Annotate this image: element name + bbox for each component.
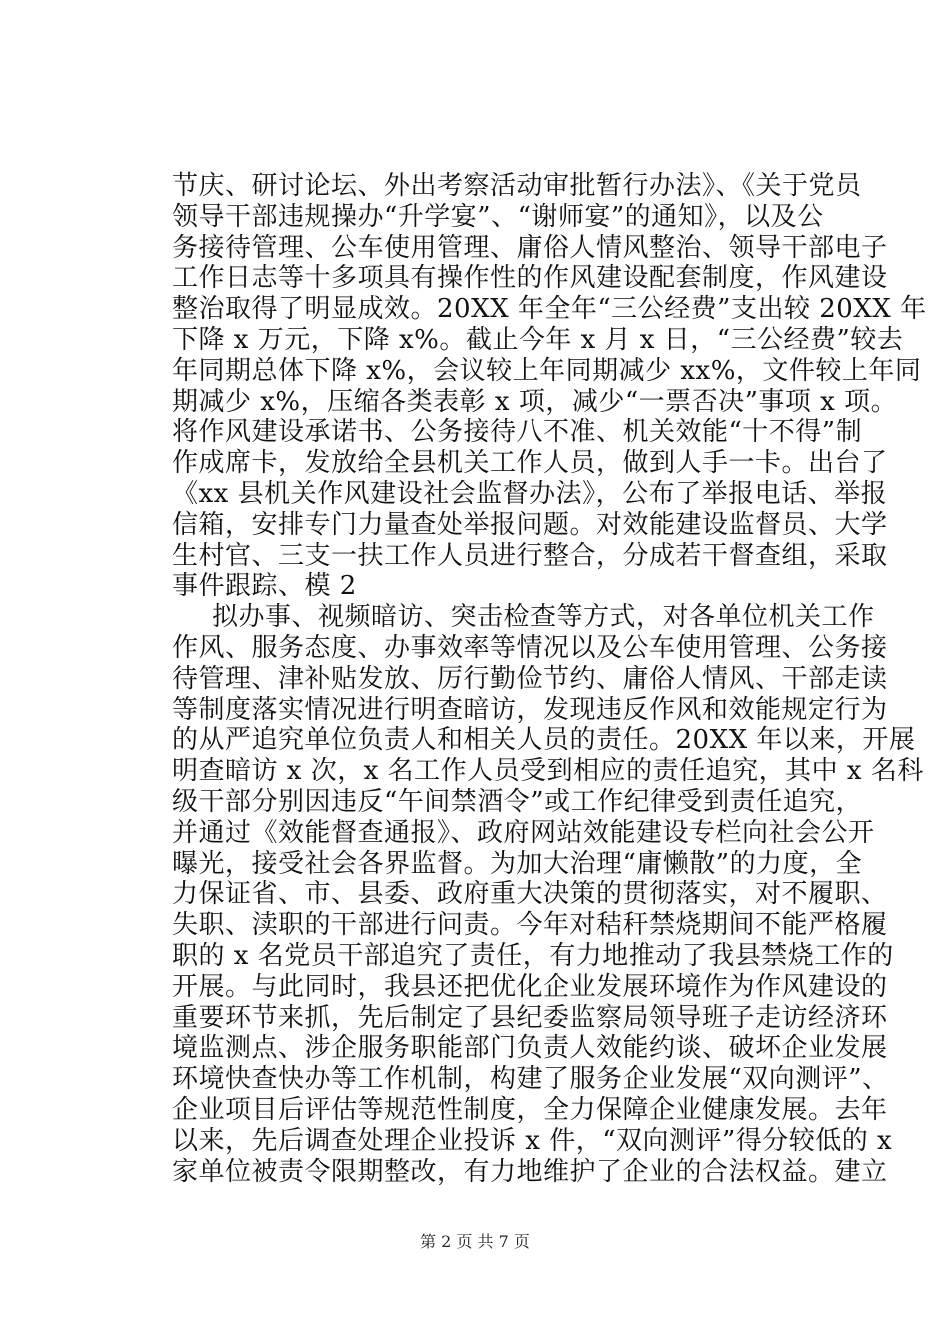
text-line: 节庆、研讨论坛、外出考察活动审批暂行办法》、《关于党员 bbox=[172, 171, 862, 201]
text-line: 作成席卡，发放给全县机关工作人员，做到人手一卡。出台了 bbox=[172, 448, 888, 479]
text-line: 力保证省、市、县委、政府重大决策的贯彻落实，对不履职、 bbox=[172, 879, 888, 910]
text-line: 信箱，安排专门力量查处举报问题。对效能建设监督员、大学 bbox=[172, 509, 888, 540]
text-line: 环境快查快办等工作机制，构建了服务企业发展“双向测评”、 bbox=[172, 1064, 889, 1095]
text-line: 领导干部违规操办“升学宴”、“谢师宴”的通知》，以及公 bbox=[172, 201, 824, 232]
text-line: 年同期总体下降 x%，会议较上年同期减少 xx%，文件较上年同 bbox=[172, 355, 922, 386]
text-line: 级干部分别因违反“午间禁酒令”或工作纪律受到责任追究， bbox=[172, 786, 863, 817]
text-line: 工作日志等十多项具有操作性的作风建设配套制度，作风建设 bbox=[172, 263, 888, 294]
text-line: 下降 x 万元，下降 x%。截止今年 x 月 x 日，“三公经费”较去 bbox=[172, 324, 904, 355]
document-body bbox=[172, 171, 927, 1187]
page-number-footer: 第 2 页 共 7 页 bbox=[420, 1232, 530, 1251]
text-line: 境监测点、涉企服务职能部门负责人效能约谈、破坏企业发展 bbox=[172, 1033, 888, 1064]
text-line: 企业项目后评估等规范性制度，全力保障企业健康发展。去年 bbox=[172, 1094, 888, 1125]
text-line: 整治取得了明显成效。20XX 年全年“三公经费”支出较 20XX 年 bbox=[172, 294, 927, 325]
text-line: 拟办事、视频暗访、突击检查等方式，对各单位机关工作 bbox=[212, 602, 875, 633]
text-line: 家单位被责令限期整改，有力地维护了企业的合法权益。建立 bbox=[172, 1156, 888, 1187]
text-line: 重要环节来抓，先后制定了县纪委监察局领导班子走访经济环 bbox=[172, 1002, 888, 1033]
text-line: 事件跟踪、模 2 bbox=[172, 571, 357, 602]
text-line: 待管理、津补贴发放、厉行勤俭节约、庸俗人情风、干部走读 bbox=[172, 663, 888, 694]
text-line: 作风、服务态度、办事效率等情况以及公车使用管理、公务接 bbox=[172, 632, 888, 663]
text-line: 并通过《效能督查通报》、政府网站效能建设专栏向社会公开 bbox=[172, 817, 875, 848]
text-line: 失职、渎职的干部进行问责。今年对秸秆禁烧期间不能严格履 bbox=[172, 910, 888, 941]
paragraph bbox=[172, 602, 924, 1187]
text-line: 等制度落实情况进行明查暗访，发现违反作风和效能规定行为 bbox=[172, 694, 888, 725]
text-line: 职的 x 名党员干部追究了责任，有力地推动了我县禁烧工作的 bbox=[172, 940, 894, 971]
text-line: 以来，先后调查处理企业投诉 x 件，“双向测评”得分较低的 x bbox=[172, 1125, 893, 1156]
text-line: 《xx 县机关作风建设社会监督办法》，公布了举报电话、举报 bbox=[172, 478, 888, 509]
text-line: 明查暗访 x 次，x 名工作人员受到相应的责任追究，其中 x 名科 bbox=[172, 756, 924, 787]
text-line: 开展。与此同时，我县还把优化企业发展环境作为作风建设的 bbox=[172, 971, 888, 1002]
text-line: 将作风建设承诺书、公务接待八不准、机关效能“十不得”制 bbox=[172, 417, 863, 448]
text-line: 的从严追究单位负责人和相关人员的责任。20XX 年以来，开展 bbox=[172, 725, 916, 756]
text-line: 曝光，接受社会各界监督。为加大治理“庸懒散”的力度，全 bbox=[172, 848, 863, 879]
text-line: 务接待管理、公车使用管理、庸俗人情风整治、领导干部电子 bbox=[172, 232, 888, 263]
text-line: 生村官、三支一扶工作人员进行整合，分成若干督查组，采取 bbox=[172, 540, 888, 571]
paragraph bbox=[172, 171, 927, 602]
text-line: 期减少 x%，压缩各类表彰 x 项，减少“一票否决”事项 x 项。 bbox=[172, 386, 898, 417]
